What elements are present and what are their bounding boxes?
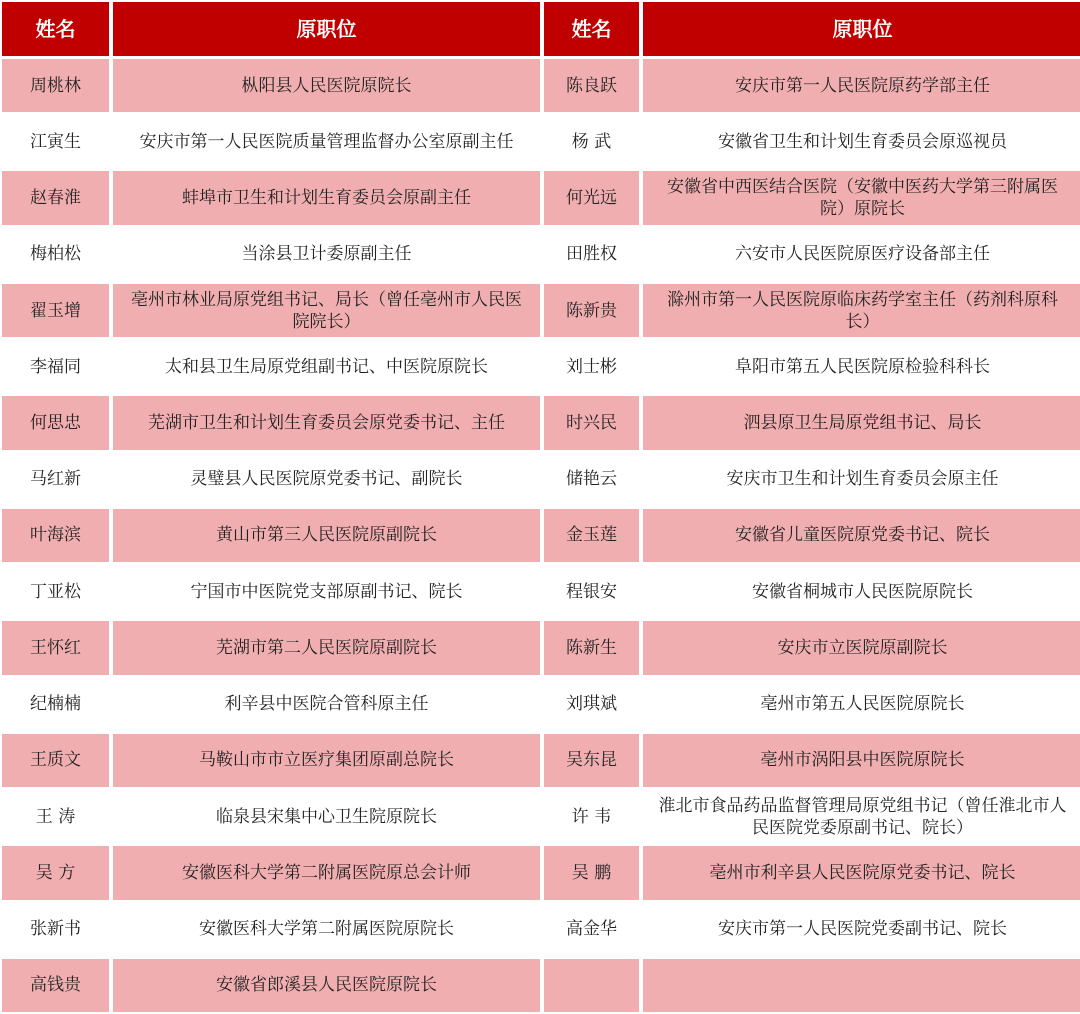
table-cell-position-left: 亳州市林业局原党组书记、局长（曾任亳州市人民医院院长） — [113, 284, 540, 337]
table-cell-position-right: 安庆市第一人民医院原药学部主任 — [643, 59, 1080, 112]
table-cell-name-left: 李福同 — [2, 340, 109, 393]
table-cell-position-left: 蚌埠市卫生和计划生育委员会原副主任 — [113, 171, 540, 224]
table-cell-name-left: 翟玉增 — [2, 284, 109, 337]
table-cell-name-left: 何思忠 — [2, 396, 109, 449]
table-cell-position-left: 马鞍山市市立医疗集团原副总院长 — [113, 734, 540, 787]
table-cell-position-left: 芜湖市第二人民医院原副院长 — [113, 621, 540, 674]
table-cell-name-right: 程银安 — [544, 565, 639, 618]
table-cell-position-right — [643, 959, 1080, 1012]
table-cell-position-left: 利辛县中医院合管科原主任 — [113, 678, 540, 731]
table-cell-position-left: 安徽省郎溪县人民医院原院长 — [113, 959, 540, 1012]
table-cell-name-right: 陈新贵 — [544, 284, 639, 337]
header-position-left: 原职位 — [113, 2, 540, 56]
table-cell-name-left: 马红新 — [2, 453, 109, 506]
table-cell-name-left: 王怀红 — [2, 621, 109, 674]
table-cell-name-left: 丁亚松 — [2, 565, 109, 618]
table-cell-position-left: 灵璧县人民医院原党委书记、副院长 — [113, 453, 540, 506]
table-cell-name-left: 江寅生 — [2, 115, 109, 168]
table-cell-name-left: 赵春淮 — [2, 171, 109, 224]
table-cell-position-left: 芜湖市卫生和计划生育委员会原党委书记、主任 — [113, 396, 540, 449]
table-cell-position-right: 亳州市利辛县人民医院原党委书记、院长 — [643, 846, 1080, 899]
table-cell-position-left: 临泉县宋集中心卫生院原院长 — [113, 790, 540, 843]
header-name-right: 姓名 — [544, 2, 639, 56]
table-cell-position-left: 安徽医科大学第二附属医院原总会计师 — [113, 846, 540, 899]
table-cell-position-right: 滁州市第一人民医院原临床药学室主任（药剂科原科长） — [643, 284, 1080, 337]
table-cell-position-left: 宁国市中医院党支部原副书记、院长 — [113, 565, 540, 618]
table-cell-name-left: 周桃林 — [2, 59, 109, 112]
table-cell-position-right: 安庆市立医院原副院长 — [643, 621, 1080, 674]
header-name-left: 姓名 — [2, 2, 109, 56]
table-cell-position-right: 阜阳市第五人民医院原检验科科长 — [643, 340, 1080, 393]
table-cell-position-right: 安徽省中西医结合医院（安徽中医药大学第三附属医院）原院长 — [643, 171, 1080, 224]
table-cell-name-right: 陈良跃 — [544, 59, 639, 112]
table-cell-name-left: 叶海滨 — [2, 509, 109, 562]
table-cell-position-right: 安徽省儿童医院原党委书记、院长 — [643, 509, 1080, 562]
table-cell-position-right: 泗县原卫生局原党组书记、局长 — [643, 396, 1080, 449]
table-cell-name-right: 高金华 — [544, 903, 639, 956]
table-cell-name-left: 王 涛 — [2, 790, 109, 843]
table-cell-name-right: 储艳云 — [544, 453, 639, 506]
table-cell-name-left: 王质文 — [2, 734, 109, 787]
table-cell-name-right: 吴东昆 — [544, 734, 639, 787]
table-cell-name-right: 陈新生 — [544, 621, 639, 674]
table-cell-position-left: 太和县卫生局原党组副书记、中医院原院长 — [113, 340, 540, 393]
table-cell-position-left: 当涂县卫计委原副主任 — [113, 228, 540, 281]
table-cell-position-right: 安庆市卫生和计划生育委员会原主任 — [643, 453, 1080, 506]
table-cell-position-right: 亳州市涡阳县中医院原院长 — [643, 734, 1080, 787]
header-position-right: 原职位 — [643, 2, 1080, 56]
table-cell-name-right: 田胜权 — [544, 228, 639, 281]
table-cell-position-right: 六安市人民医院原医疗设备部主任 — [643, 228, 1080, 281]
table-cell-position-right: 淮北市食品药品监督管理局原党组书记（曾任淮北市人民医院党委原副书记、院长） — [643, 790, 1080, 843]
table-cell-name-right — [544, 959, 639, 1012]
table-cell-position-right: 亳州市第五人民医院原院长 — [643, 678, 1080, 731]
table-cell-name-left: 梅柏松 — [2, 228, 109, 281]
table-cell-position-left: 枞阳县人民医院原院长 — [113, 59, 540, 112]
table-cell-name-right: 许 韦 — [544, 790, 639, 843]
table-cell-position-right: 安庆市第一人民医院党委副书记、院长 — [643, 903, 1080, 956]
table-cell-name-left: 高钱贵 — [2, 959, 109, 1012]
table-cell-position-left: 安庆市第一人民医院质量管理监督办公室原副主任 — [113, 115, 540, 168]
table-cell-name-left: 纪楠楠 — [2, 678, 109, 731]
table-cell-position-right: 安徽省桐城市人民医院原院长 — [643, 565, 1080, 618]
table-cell-name-right: 刘士彬 — [544, 340, 639, 393]
table-cell-name-right: 吴 鹏 — [544, 846, 639, 899]
table-cell-name-right: 时兴民 — [544, 396, 639, 449]
table-cell-name-right: 金玉莲 — [544, 509, 639, 562]
table-cell-name-left: 张新书 — [2, 903, 109, 956]
table-cell-name-left: 吴 方 — [2, 846, 109, 899]
table-cell-position-left: 安徽医科大学第二附属医院原院长 — [113, 903, 540, 956]
table-cell-position-left: 黄山市第三人民医院原副院长 — [113, 509, 540, 562]
table-cell-position-right: 安徽省卫生和计划生育委员会原巡视员 — [643, 115, 1080, 168]
table-cell-name-right: 杨 武 — [544, 115, 639, 168]
table-cell-name-right: 刘琪斌 — [544, 678, 639, 731]
table-cell-name-right: 何光远 — [544, 171, 639, 224]
